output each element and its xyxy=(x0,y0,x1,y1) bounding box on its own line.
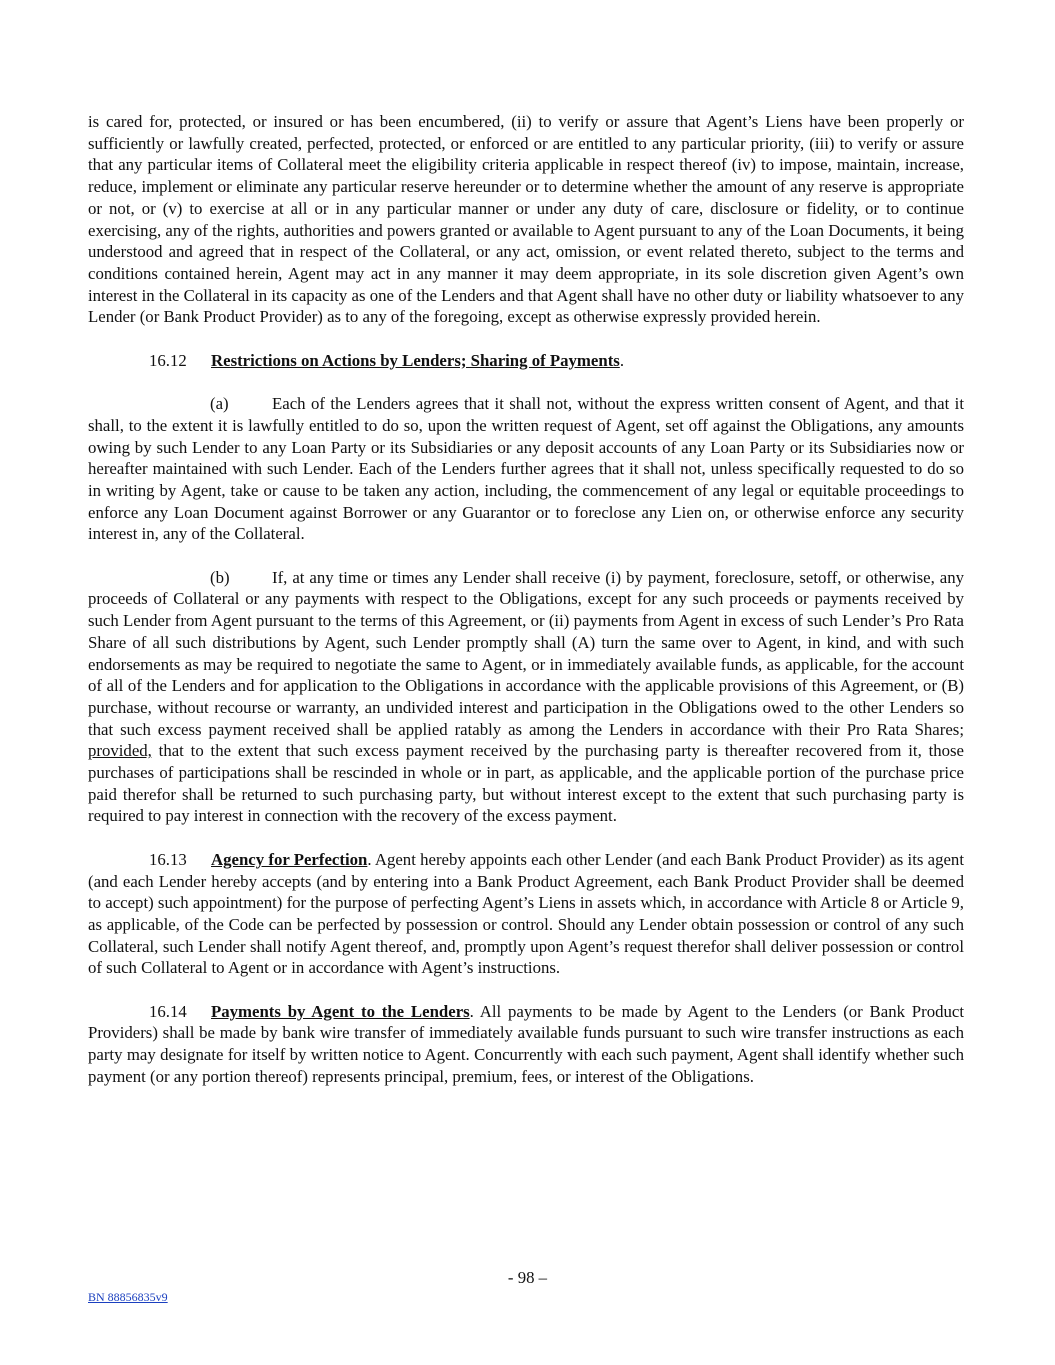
section-16-12-heading xyxy=(88,350,964,372)
paragraph-text: Each of the Lenders agrees that it shall not, without the express written consent of Agent, and that it shall, to the extent it is lawfully entitled to do so, upon the written request of Agent, set off against the Obligations, any amounts owing by such Lender to any Loan Party or its Subsidiaries or any deposit accounts of any Loan Party or its Subsidiaries now or hereafter maintained with such Lender. Each of the Lenders further agrees that it shall not, unless specifically requested to do so in writing by Agent, take or cause to be taken any action, including, the commencement of any legal or equitable proceedings to enforce any Loan Document against Borrower or any Guarantor or to foreclose any Lien on, or otherwise enforce any security interest in, any of the Collateral. xyxy=(88,394,964,544)
continuation-paragraph: is cared for, protected, or insured or has been encumbered, (ii) to verify or assure that Agent’s Liens have been properly or sufficiently or lawfully created, perfected, protected, or enforced or are entitled to any particular priority, (iii) to verify or assure that any particular items of Collateral meet the eligibility criteria applicable in respect thereof (iv) to impose, maintain, increase, reduce, implement or eliminate any particular reserve hereunder or to determine whether the amount of any reserve is appropriate or not, or (v) to exercise at all or in any particular manner or under any duty of care, disclosure or fidelity, or to continue exercising, any of the rights, authorities and powers granted or available to Agent pursuant to any of the Loan Documents, it being understood and agreed that in respect of the Collateral, or any act, omission, or event related thereto, subject to the terms and conditions contained herein, Agent may act in any manner it may deem appropriate, in its sole discretion given Agent’s own interest in the Collateral in its capacity as one of the Lenders and that Agent shall have no other duty or liability whatsoever to any Lender (or Bank Product Provider) as to any of the foregoing, except as otherwise expressly provided herein. xyxy=(88,112,964,327)
section-number: 16.14 xyxy=(149,1001,187,1021)
section-number: 16.13 xyxy=(149,849,187,869)
section-title: Payments by Agent to the Lenders xyxy=(211,1001,470,1021)
section-16-14-paragraph xyxy=(88,1001,964,1088)
section-title: Agency for Perfection xyxy=(211,849,368,869)
section-title-suffix: . xyxy=(619,350,625,370)
section-number: 16.12 xyxy=(149,350,187,370)
paragraph-text: If, at any time or times any Lender shall receive (i) by payment, foreclosure, setoff, or otherwise, any proceeds of Collateral or any payments with respect to the Obligations, except for any such proceeds or payments received by such Lender from Agent pursuant to the terms of this Agreement, or (ii) payments from Agent in excess of such Lender’s Pro Rata Share of all such distributions by Agent, such Lender promptly shall (A) turn the same over to Agent, in kind, and with such endorsements as may be required to negotiate the same to Agent, or in immediately available funds, as applicable, for the account of all of the Lenders and for application to the Obligations in accordance with the applicable provisions of this Agreement, or (B) purchase, without recourse or warranty, an undivided interest and participation in the Obligations owed to the other Lenders so that such excess payment received shall be applied ratably as among the Lenders in accordance with their Pro Rata Shares; xyxy=(88,567,964,739)
section-16-12-paragraph-b xyxy=(88,567,964,827)
section-16-12-paragraph-a xyxy=(88,393,964,545)
provided-term: provided, xyxy=(88,741,152,761)
paragraph-label: (b) xyxy=(210,567,230,587)
document-id-link[interactable]: BN 88856835v9 xyxy=(88,1290,168,1304)
page-number: - 98 – xyxy=(507,1268,548,1287)
section-text: . All payments to be made by Agent to the Lenders (or Bank Product Providers) shall be made by bank wire transfer of immediately available funds pursuant to such wire transfer instructions as each party may designate for itself by written notice to Agent. Concurrently with each such payment, Agent shall identify whether such payment (or any portion thereof) represents principal, premium, fees, or interest of the Obligations. xyxy=(88,1001,964,1086)
paragraph-text-continued: that to the extent that such excess payment received by the purchasing party is thereafter recovered from it, those purchases of participations shall be rescinded in whole or in part, as applicable, and the applicable portion of the purchase price paid therefor shall be returned to such purchasing party, but without interest except to the extent that such purchasing party is required to pay interest in connection with the recovery of the excess payment. xyxy=(88,741,964,826)
section-title: Restrictions on Actions by Lenders; Sharing of Payments xyxy=(211,350,620,370)
document-page xyxy=(88,111,964,1109)
paragraph-label: (a) xyxy=(210,394,229,414)
section-16-13-paragraph xyxy=(88,849,964,979)
section-text: . Agent hereby appoints each other Lender (and each Bank Product Provider) as its agent (and each Lender hereby accepts (and by entering into a Bank Product Agreement, each Bank Product Provider shall be deemed to accept) such appointment) for the purpose of perfecting Agent’s Liens in assets which, in accordance with Article 8 or Article 9, as applicable, of the Code can be perfected by possession or control. Should any Lender obtain possession or control of any such Collateral, such Lender shall notify Agent thereof, and, promptly upon Agent’s request therefor shall deliver possession or control of such Collateral to Agent or in accordance with Agent’s instructions. xyxy=(88,849,964,978)
